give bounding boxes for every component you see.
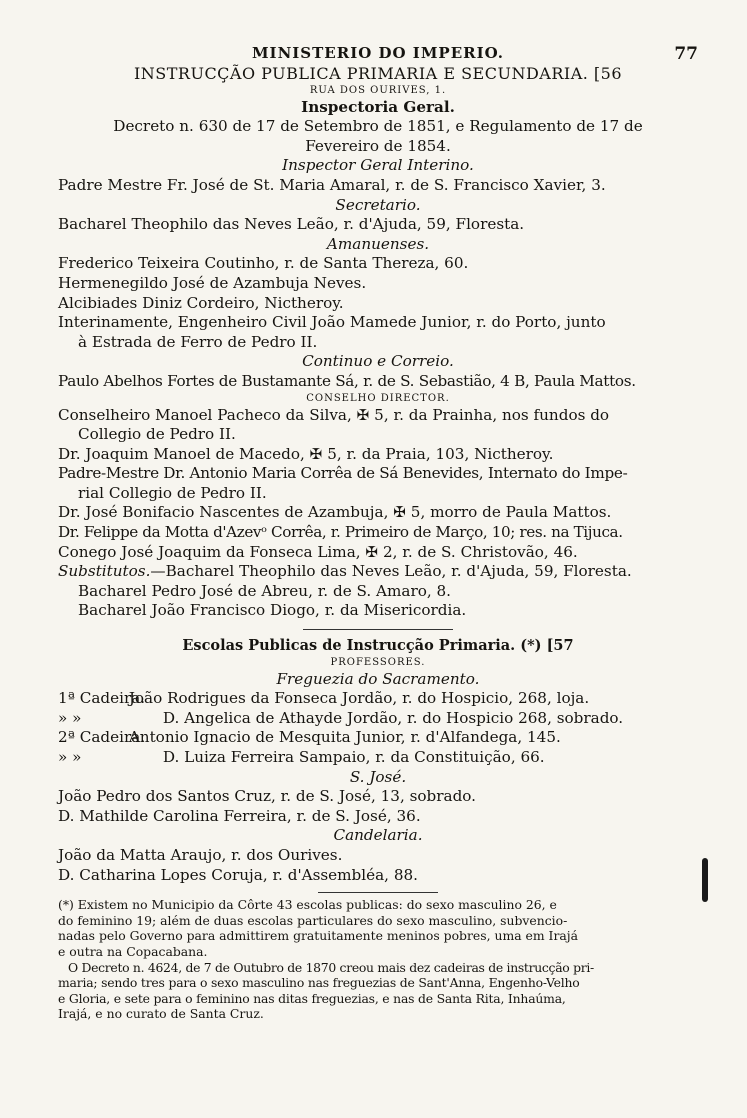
- footnote-1-line: do feminino 19; além de duas escolas particulares do sexo masculino, subvencio-: [58, 912, 568, 928]
- sacramento-entry: [58, 709, 698, 729]
- substituto-entry: Bacharel Pedro José de Abreu, r. de S. Amaro, 8.: [78, 581, 451, 600]
- footnote-1-line: nadas pelo Governo para admittirem gratuitamente meninos pobres, uma em Irajá: [58, 928, 578, 944]
- conselho-entry-1: Conselheiro Manoel Pacheco da Silva, ✠ 5, r. da Prainha, nos fundos do: [58, 405, 610, 424]
- page-number: 77: [674, 44, 698, 64]
- sacramento-entry: [58, 689, 698, 709]
- decreto-line-2: Fevereiro de 1854.: [305, 136, 451, 155]
- footnote-2-line: e Gloria, e sete para o feminino nas ditas freguezias, e nas de Santa Rita, Inhaúma,: [58, 990, 566, 1006]
- amanuense-entry: Frederico Teixeira Coutinho, r. de Santa Thereza, 60.: [58, 254, 469, 273]
- amanuense-entry: Alcibiades Diniz Cordeiro, Nictheroy.: [58, 293, 344, 312]
- sjose-entry: D. Mathilde Carolina Ferreira, r. de S. José, 36.: [58, 806, 421, 825]
- sjose-entry: João Pedro dos Santos Cruz, r. de S. José, 13, sobrado.: [58, 787, 477, 806]
- substituto-entry: —Bacharel Theophilo das Neves Leão, r. d'Ajuda, 59, Floresta.: [150, 562, 632, 581]
- sacramento-entry: [58, 748, 698, 768]
- section-divider: [303, 629, 453, 630]
- candelaria-entry: João da Matta Araujo, r. dos Ourives.: [58, 845, 343, 864]
- address: RUA DOS OURIVES, 1.: [309, 84, 447, 96]
- substitutos-line-1: [58, 562, 698, 582]
- conselho-entry-2: Dr. Joaquim Manoel de Macedo, ✠ 5, r. da Praia, 103, Nictheroy.: [58, 444, 554, 463]
- conselho-heading: CONSELHO DIRECTOR.: [306, 392, 450, 404]
- inspector-heading: Inspector Geral Interino.: [282, 156, 474, 175]
- document-page: [58, 40, 698, 1022]
- conselho-entry-3-cont: rial Collegio de Pedro II.: [78, 483, 267, 502]
- substituto-entry: Bacharel João Francisco Diogo, r. da Misericordia.: [78, 601, 467, 620]
- amanuenses-heading: Amanuenses.: [326, 234, 430, 253]
- conselho-entry-6: Conego José Joaquim da Fonseca Lima, ✠ 2, r. de S. Christovão, 46.: [58, 542, 578, 561]
- conselho-entry-4: Dr. José Bonifacio Nascentes de Azambuja, ✠ 5, morro de Paula Mattos.: [58, 503, 612, 522]
- secretario-entry: Bacharel Theophilo das Neves Leão, r. d'Ajuda, 59, Floresta.: [58, 215, 525, 234]
- professores-heading: PROFESSORES.: [330, 656, 426, 668]
- cadeira-label: » »: [58, 708, 82, 727]
- sacramento-text: João Rodrigues da Fonseca Jordão, r. do Hospicio, 268, loja.: [128, 689, 590, 708]
- footnote-divider: [318, 892, 438, 893]
- sacramento-text: Antonio Ignacio de Mesquita Junior, r. d'Alfandega, 145.: [128, 728, 561, 747]
- interino-line-1: Interinamente, Engenheiro Civil João Mamede Junior, r. do Porto, junto: [58, 313, 606, 332]
- cadeira-label: » »: [58, 748, 82, 766]
- freguezia-sjose-heading: S. José.: [349, 767, 407, 786]
- candelaria-entry: D. Catharina Lopes Coruja, r. d'Assembléa, 88.: [58, 865, 418, 884]
- footnote-2-line: O Decreto n. 4624, de 7 de Outubro de 1870 creou mais dez cadeiras de instrucção pri-: [68, 959, 594, 975]
- header-title: MINISTERIO DO IMPERIO.: [251, 44, 505, 62]
- escolas-heading: Escolas Publicas de Instrucção Primaria. (*) [57: [182, 637, 574, 655]
- footnote-1-line: e outra na Copacabana.: [58, 943, 208, 959]
- continuo-heading: Continuo e Correio.: [302, 352, 454, 371]
- decreto-line-1: Decreto n. 630 de 17 de Setembro de 1851, e Regulamento de 17 de: [113, 117, 643, 136]
- interino-line-2: à Estrada de Ferro de Pedro II.: [78, 332, 318, 351]
- conselho-entry-1-cont: Collegio de Pedro II.: [78, 425, 236, 444]
- cadeira-label: 1ª Cadeira.: [58, 689, 146, 708]
- margin-ink-mark: [702, 858, 708, 902]
- freguezia-sacramento-heading: Freguezia do Sacramento.: [276, 669, 480, 688]
- inspectoria-heading: Inspectoria Geral.: [301, 97, 455, 116]
- footnote-2-line: Irajá, e no curato de Santa Cruz.: [58, 1006, 264, 1022]
- sacramento-text: D. Luiza Ferreira Sampaio, r. da Constituição, 66.: [162, 748, 545, 766]
- section-title: INSTRUCÇÃO PUBLICA PRIMARIA E SECUNDARIA. [56: [133, 64, 623, 83]
- amanuense-entry: Hermenegildo José de Azambuja Neves.: [58, 273, 367, 292]
- footnote-2-line: maria; sendo tres para o sexo masculino nas freguezias de Sant'Anna, Engenho-Velho: [58, 975, 580, 991]
- running-header: [58, 40, 698, 64]
- inspector-entry: Padre Mestre Fr. José de St. Maria Amaral, r. de S. Francisco Xavier, 3.: [58, 175, 606, 194]
- sacramento-text: D. Angelica de Athayde Jordão, r. do Hospicio 268, sobrado.: [162, 708, 624, 727]
- footnote-1-line: (*) Existem no Municipio da Côrte 43 escolas publicas: do sexo masculino 26, e: [58, 897, 557, 913]
- cadeira-label: 2ª Cadeira.: [58, 728, 146, 747]
- freguezia-candelaria-heading: Candelaria.: [333, 826, 423, 845]
- continuo-entry: Paulo Abelhos Fortes de Bustamante Sá, r. de S. Sebastião, 4 B, Paula Mattos.: [58, 371, 636, 390]
- substitutos-label: Substitutos.: [58, 562, 151, 581]
- conselho-entry-5: Dr. Felippe da Motta d'Azevᵒ Corrêa, r. Primeiro de Março, 10; res. na Tijuca.: [58, 523, 623, 542]
- secretario-heading: Secretario.: [335, 195, 421, 214]
- conselho-entry-3: Padre-Mestre Dr. Antonio Maria Corrêa de Sá Benevides, Internato do Impe-: [58, 464, 628, 483]
- sacramento-entry: [58, 728, 698, 748]
